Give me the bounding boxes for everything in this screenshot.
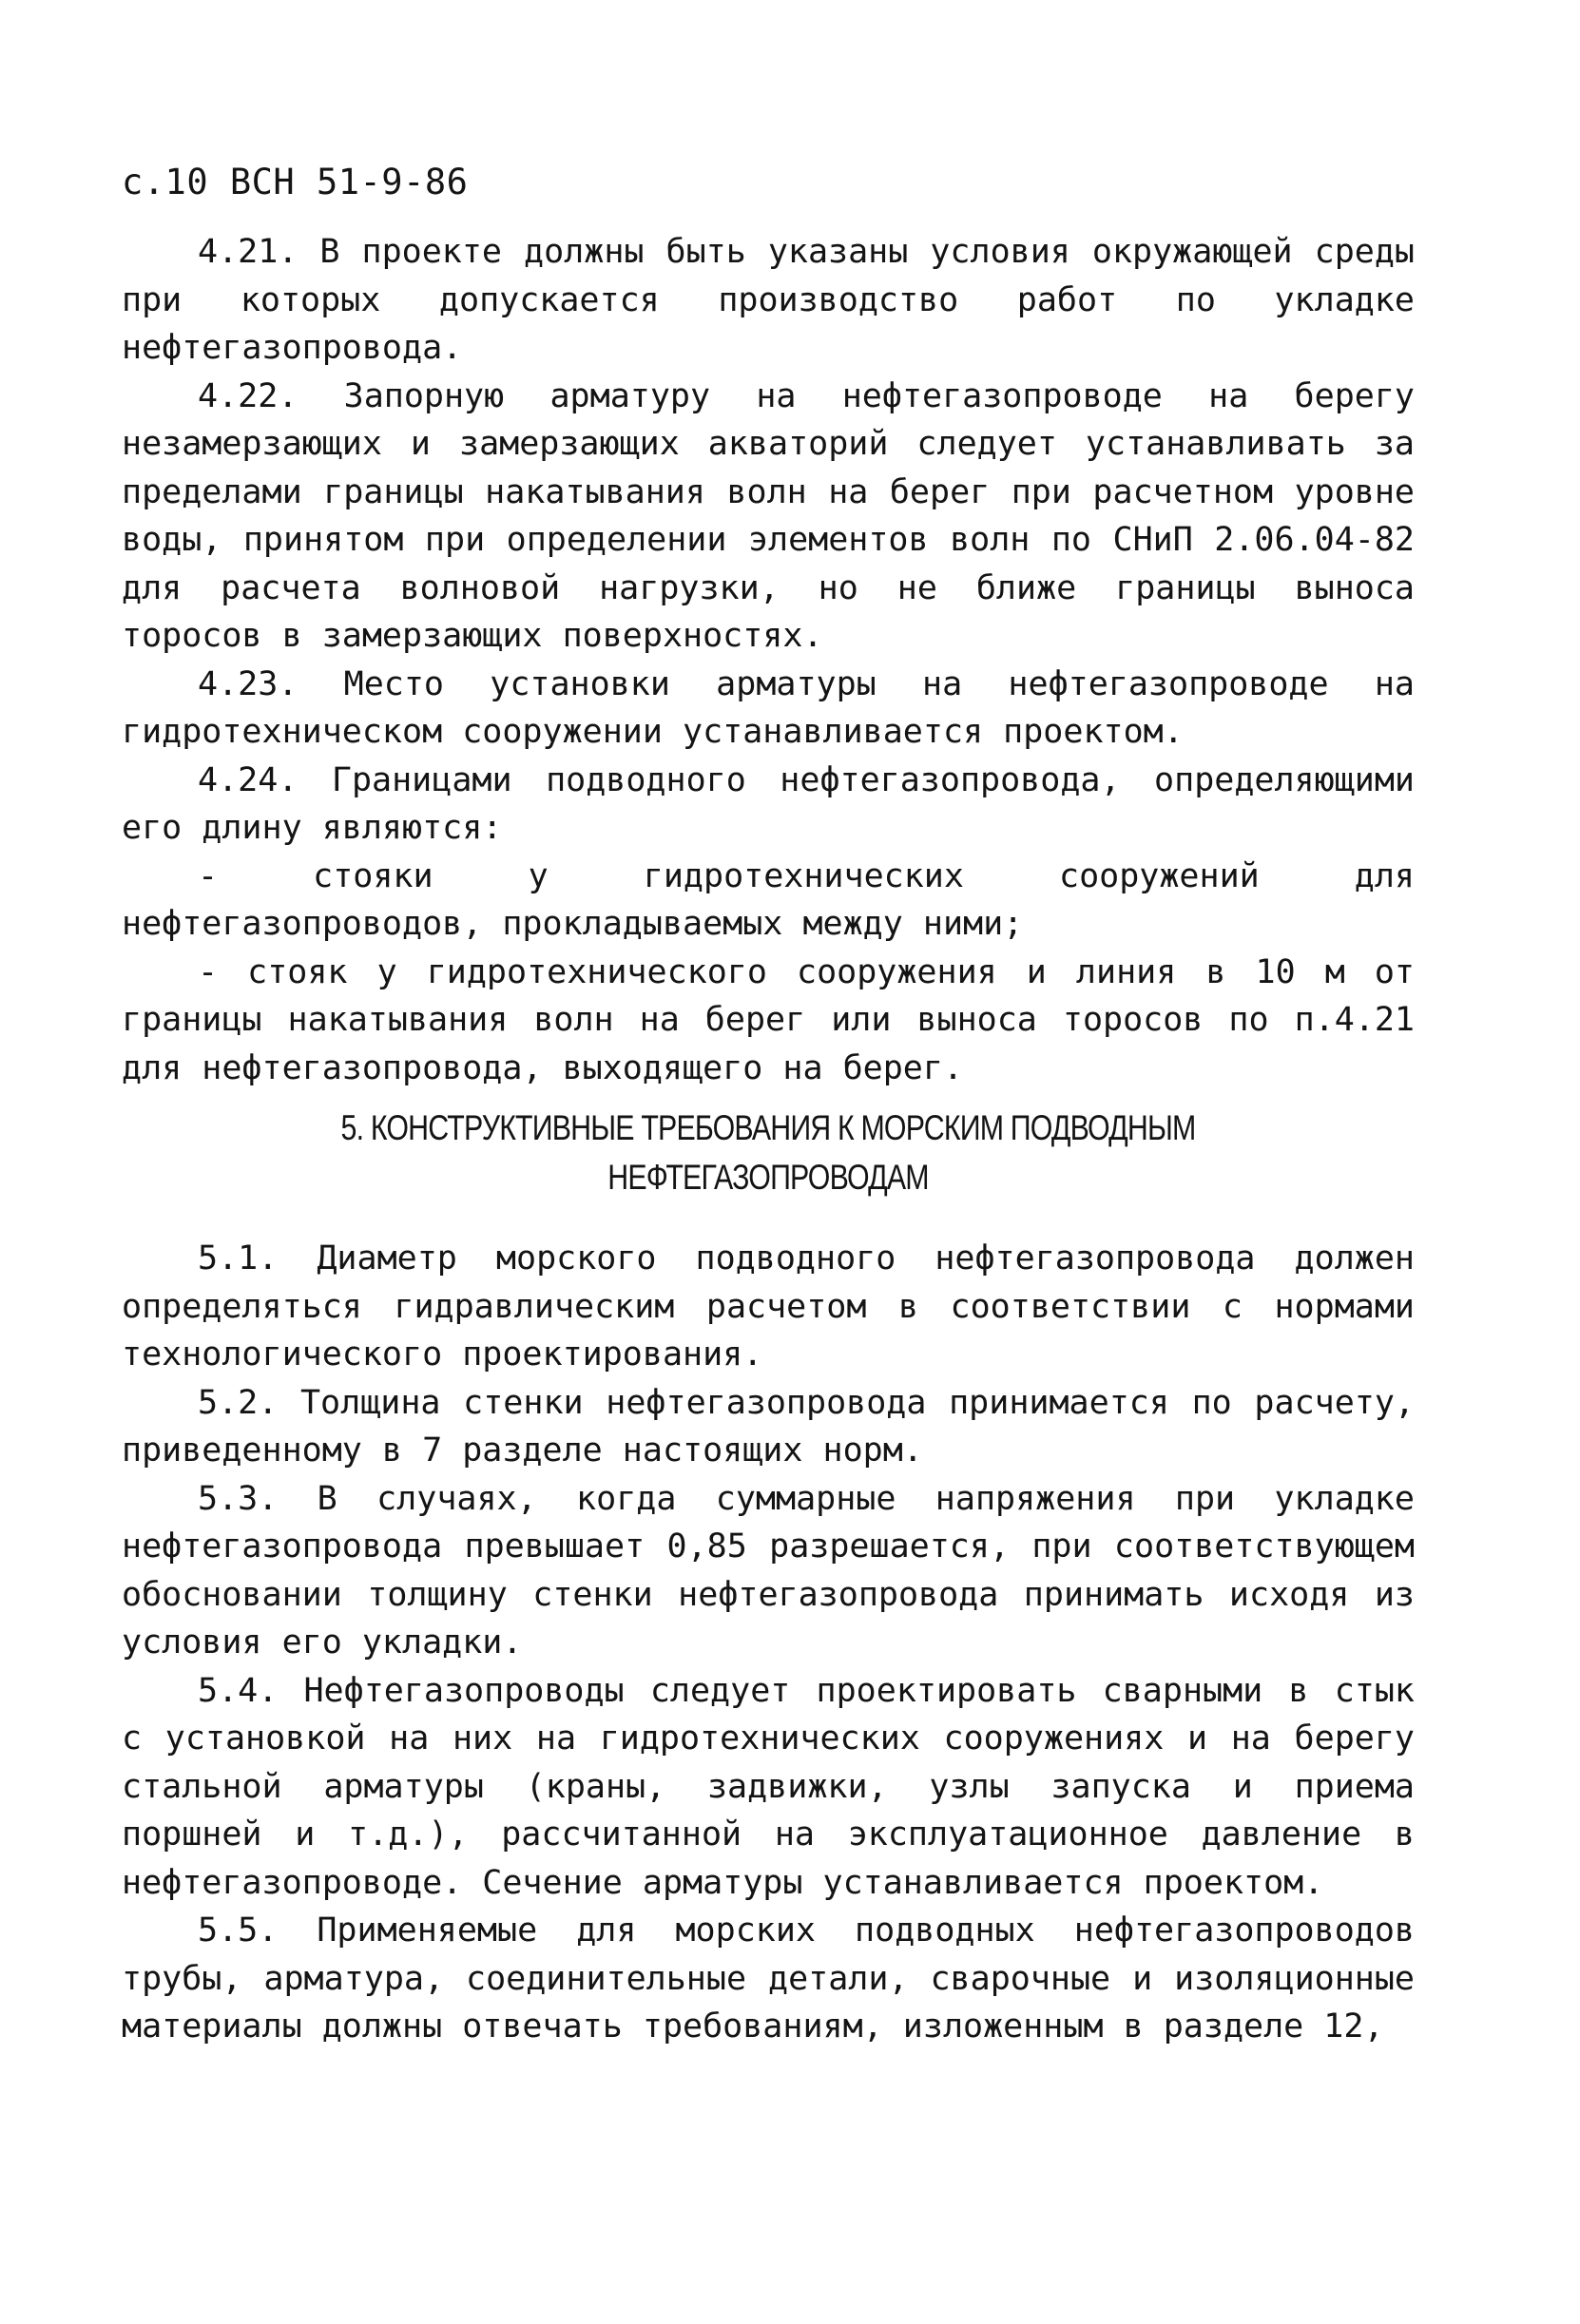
list-item-riser-and-shore-line: - стояк у гидротехнического сооружения и линия в 10 м от границы накатывания волн на берег или выноса торосов по п.4.21 для нефтегазопровода, выходящего на берег.: [122, 952, 1415, 1087]
paragraph-4-21: 4.21. В проекте должны быть указаны условия окружающей среды при которых допускается производство работ по укладке нефтегазопровода.: [122, 233, 1415, 367]
document-body: [122, 228, 1415, 2051]
paragraph-5-5: 5.5. Применяемые для морских подводных нефтегазопроводов трубы, арматура, соединительные детали, сварочные и изоляционные материалы должны отвечать требованиям, изложенным в разделе 12,: [122, 1911, 1415, 2046]
paragraph-5-2: 5.2. Толщина стенки нефтегазопровода принимается по расчету, приведенному в 7 разделе настоящих норм.: [122, 1383, 1415, 1469]
section-heading-line-2: НЕФТЕГАЗОПРОВОДАМ: [607, 1158, 929, 1197]
paragraph-4-23: 4.23. Место установки арматуры на нефтегазопроводе на гидротехническом сооружении устанавливается проектом.: [122, 664, 1415, 751]
page-header: с.10 ВСН 51-9-86: [122, 162, 469, 202]
paragraph-4-22: 4.22. Запорную арматуру на нефтегазопроводе на берегу незамерзающих и замерзающих акваторий следует устанавливать за пределами границы накатывания волн на берег при расчетном уровне воды, принятом при определении элементов волн по СНиП 2.06.04-82 для расчета волновой нагрузки, но не ближе границы выноса торосов в замерзающих поверхностях.: [122, 376, 1415, 655]
list-item-risers-between-structures: - стояки у гидротехнических сооружений для нефтегазопроводов, прокладываемых между ними;: [122, 856, 1415, 943]
paragraph-5-3: 5.3. В случаях, когда суммарные напряжения при укладке нефтегазопровода превышает 0,85 разрешается, при соответствующем обосновании толщину стенки нефтегазопровода принимать исходя из условия его укладки.: [122, 1479, 1415, 1661]
section-heading: [238, 1104, 1298, 1202]
paragraph-5-4: 5.4. Нефтегазопроводы следует проектировать сварными в стык с установкой на них на гидротехнических сооружениях и на берегу стальной арматуры (краны, задвижки, узлы запуска и приема поршней и т.д.), рассчитанной на эксплуатационное давление в нефтегазопроводе. Сечение арматуры устанавливается проектом.: [122, 1671, 1415, 1902]
paragraph-4-24: 4.24. Границами подводного нефтегазопровода, определяющими его длину являются:: [122, 760, 1415, 847]
paragraph-5-1: 5.1. Диаметр морского подводного нефтегазопровода должен определяться гидравлическим расчетом в соответствии с нормами технологического проектирования.: [122, 1239, 1415, 1373]
section-heading-line-1: 5. КОНСТРУКТИВНЫЕ ТРЕБОВАНИЯ К МОРСКИМ ПОДВОДНЫМ: [340, 1108, 1196, 1147]
